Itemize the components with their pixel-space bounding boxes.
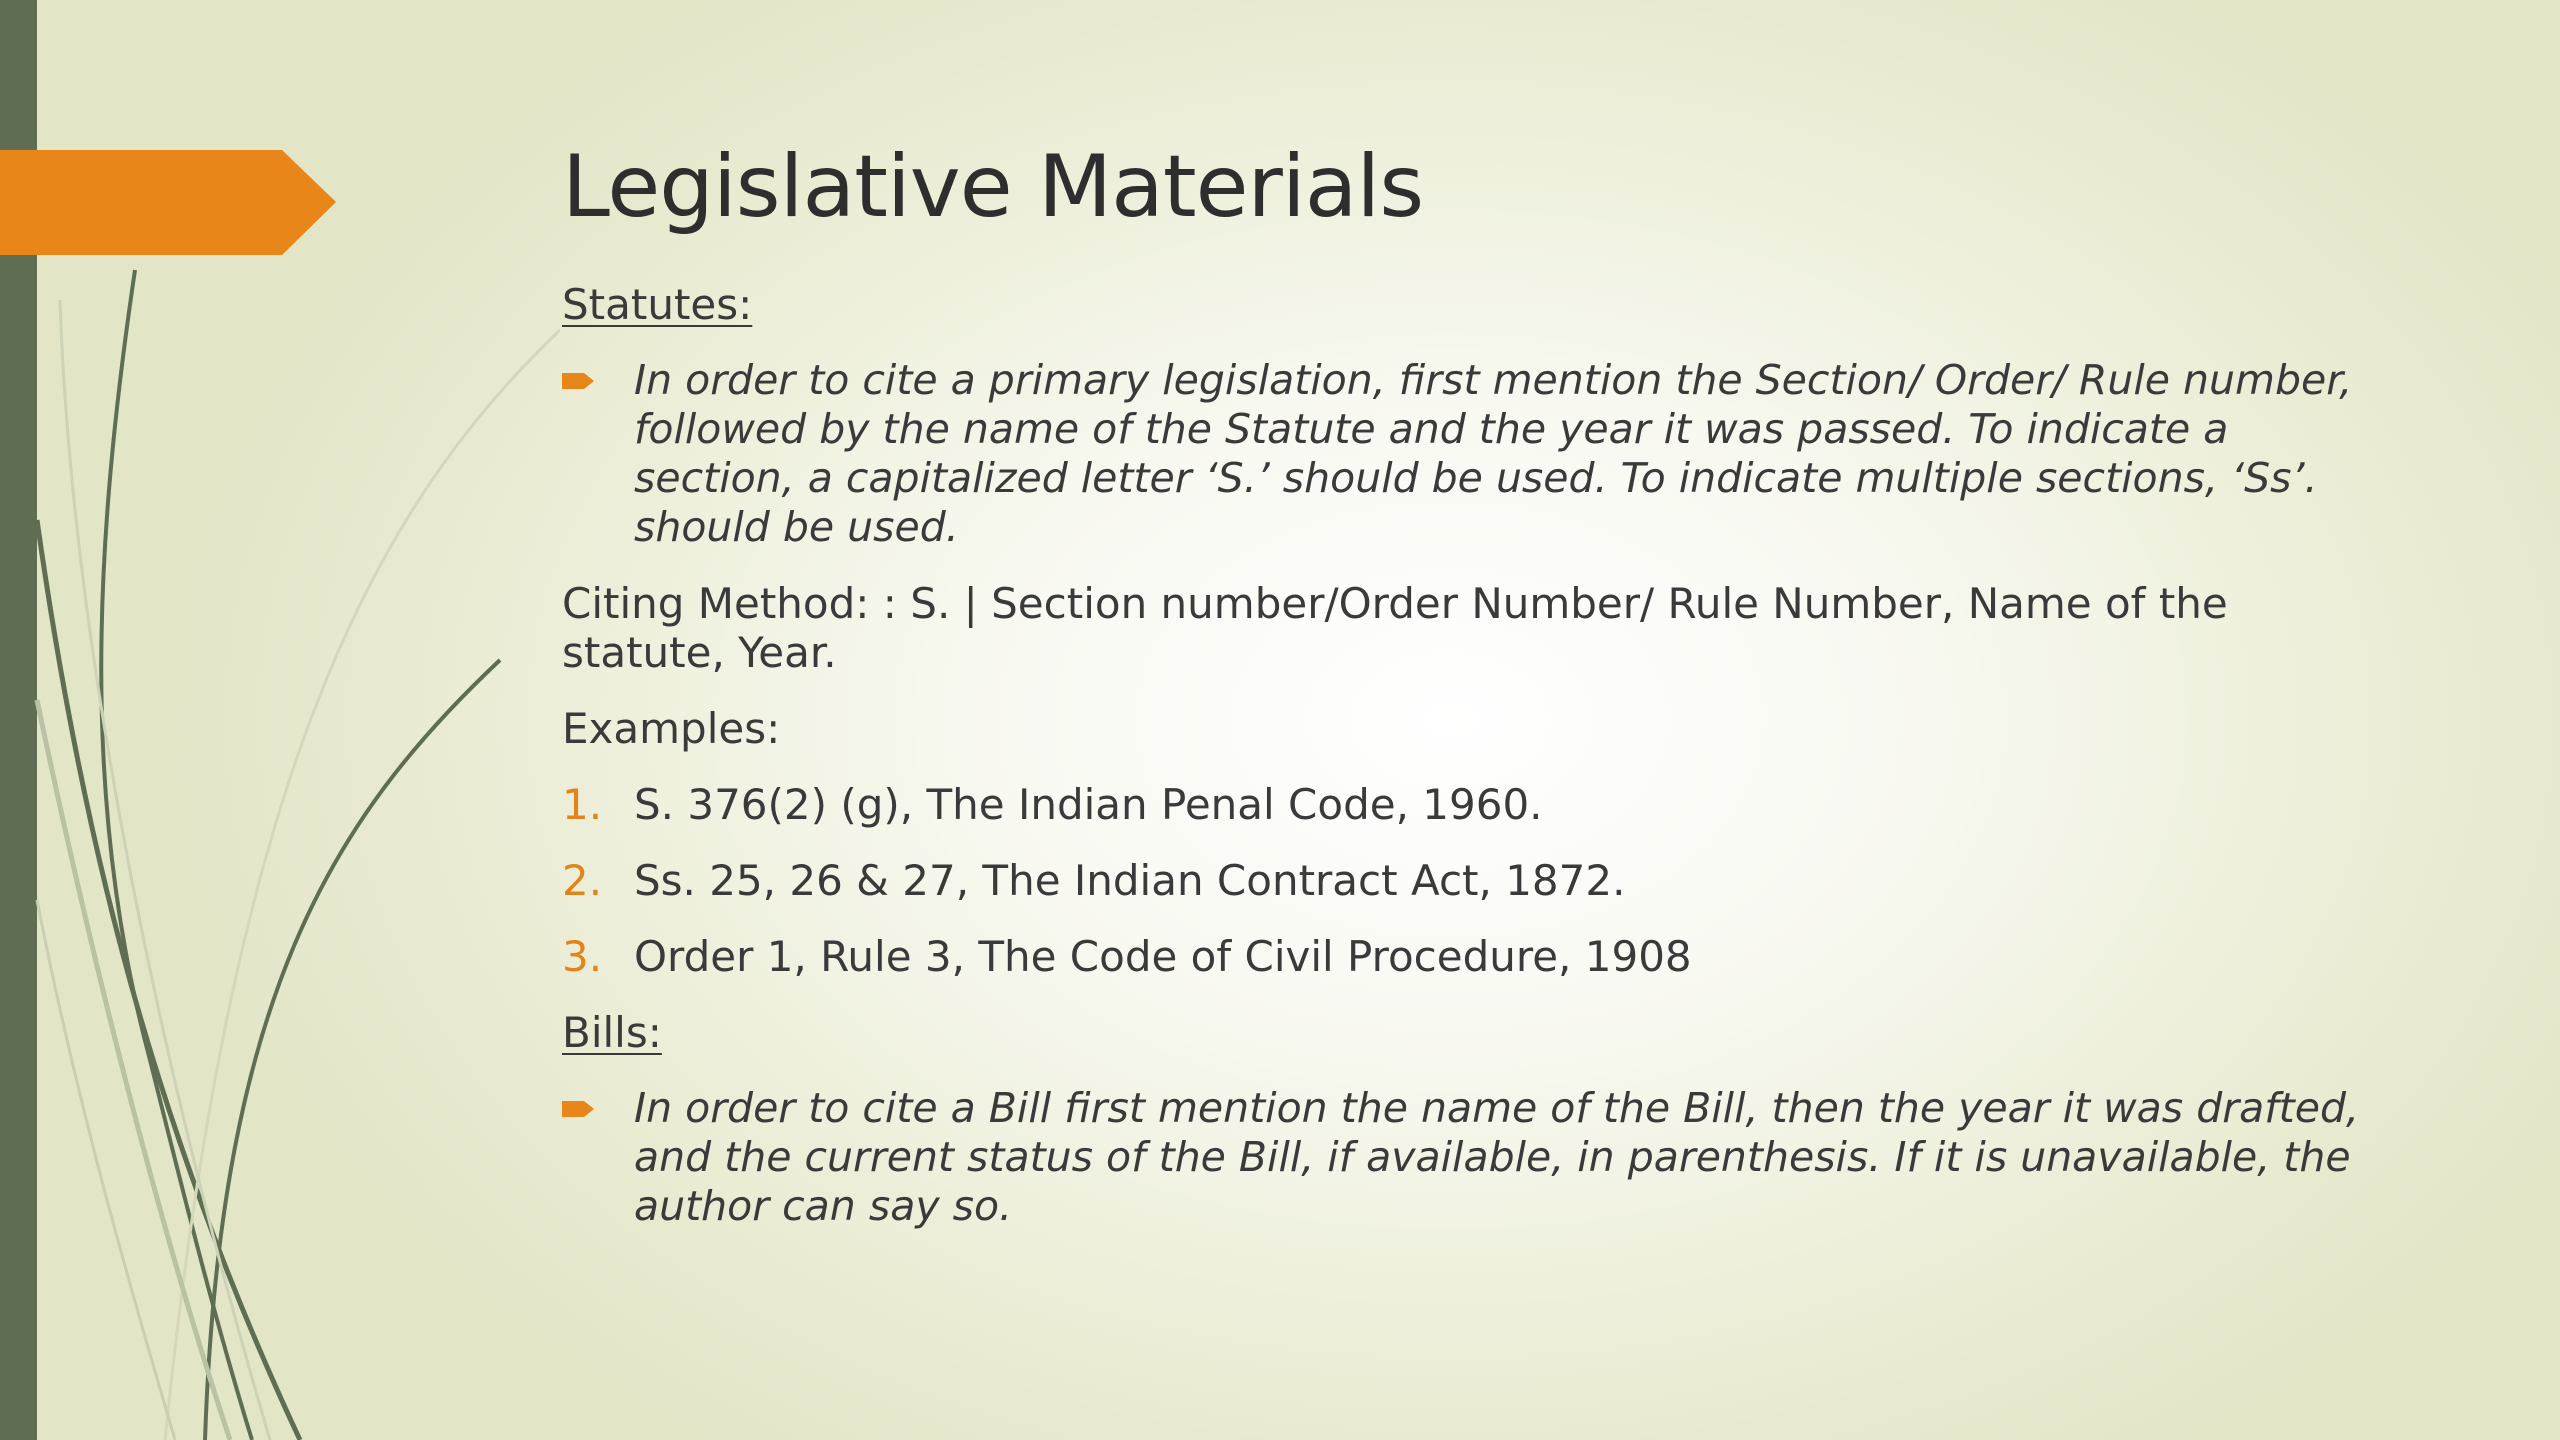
statutes-description: In order to cite a primary legislation, first mention the Section/ Order/ Rule number, followed by the name of the Statute and the year it was passed. To indicate a section, a capitalized letter ‘S.’ should be used. To indicate multiple sections, ‘Ss’. should be used. <box>634 356 2353 551</box>
bills-description: In order to cite a Bill first mention the name of the Bill, then the year it was drafted, and the current status of the Bill, if available, in parenthesis. If it is unavailable, the author can say so. <box>634 1084 2360 1230</box>
example-number: 2. <box>562 856 603 905</box>
example-item <box>562 932 2372 981</box>
slide-title: Legislative Materials <box>562 137 1424 237</box>
example-text: Order 1, Rule 3, The Code of Civil Procedure, 1908 <box>634 932 1692 981</box>
bills-heading: Bills: <box>562 1008 662 1057</box>
example-text: S. 376(2) (g), The Indian Penal Code, 1960. <box>634 780 1543 829</box>
example-item <box>562 780 2372 829</box>
bills-bullet <box>562 1084 2372 1231</box>
example-number: 1. <box>562 780 603 829</box>
title-accent-arrow <box>0 150 336 255</box>
arrow-bullet-icon <box>562 1084 634 1120</box>
examples-heading: Examples: <box>562 704 781 753</box>
slide-content <box>562 280 2372 1231</box>
statutes-bullet <box>562 356 2372 552</box>
example-number: 3. <box>562 932 603 981</box>
arrow-bullet-icon <box>562 356 634 392</box>
citing-method: Citing Method: : S. | Section number/Order Number/ Rule Number, Name of the statute, Year. <box>562 579 2228 677</box>
example-item <box>562 856 2372 905</box>
example-text: Ss. 25, 26 & 27, The Indian Contract Act, 1872. <box>634 856 1626 905</box>
statutes-heading: Statutes: <box>562 280 753 329</box>
